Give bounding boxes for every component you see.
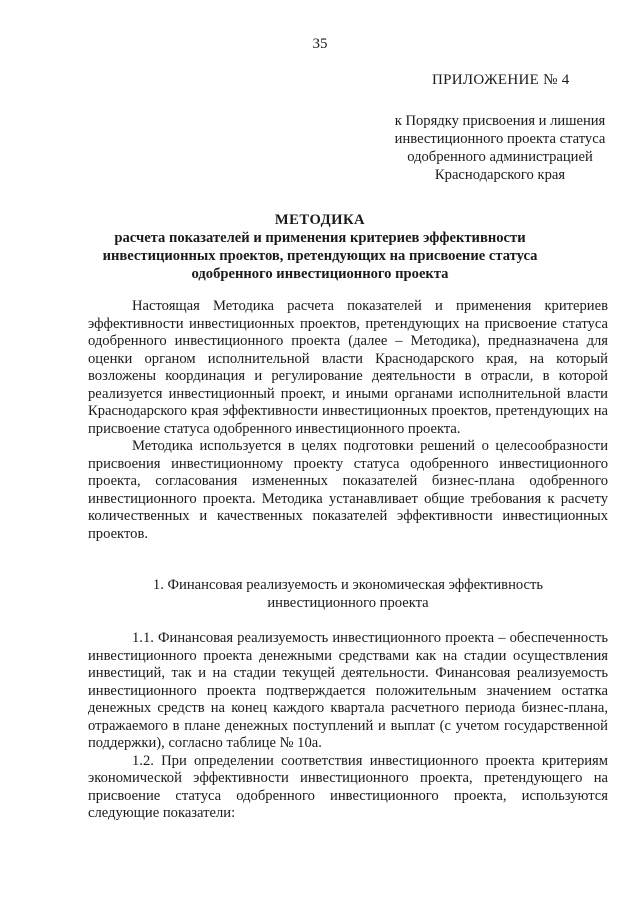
section-paragraph: 1.2. При определении соответствия инвестиционного проекта критериям экономической эффективности инвестиционного проекта, претендующего на присвоение статуса одобренного инвестиционного проекта, используются следующие показатели: <box>88 752 608 821</box>
intro-paragraph: Настоящая Методика расчета показателей и применения критериев эффективности инвестиционных проектов, претендующих на присвоение статуса одобренного инвестиционного проекта (далее – Методика), предназначена для оценки органом исполнительной власти Краснодарского края, на который возложены координация и регулирование деятельности в отрасли, в которой реализуется инвестиционный проект, и иными органами исполнительной власти Краснодарского края эффективности инвестиционных проектов, претендующих на присвоение статуса одобренного инвестиционного проекта. <box>88 298 608 437</box>
section-heading-line: 1. Финансовая реализуемость и экономическая эффективность <box>152 577 544 593</box>
appendix-subtitle-line: к Порядку присвоения и лишения <box>394 113 606 129</box>
section-1-text <box>88 630 608 823</box>
section-paragraph: 1.1. Финансовая реализуемость инвестиционного проекта – обеспеченность инвестиционного проекта денежными средствами как на стадии осуществления инвестиций, так и на стадии текущей деятельности. Финансовая реализуемость инвестиционного проекта подтверждается положительным значением остатка денежных средств на конец каждого квартала расчетного периода бизнес-плана, отражаемого в плане денежных поступлений и выплат (с учетом государственной поддержки), согласно таблице № 10а. <box>88 630 608 751</box>
appendix-subtitle-line: одобренного администрацией <box>407 149 593 165</box>
methodology-title: МЕТОДИКА <box>274 212 366 228</box>
appendix-title: ПРИЛОЖЕНИЕ № 4 <box>432 72 570 88</box>
appendix-subtitle <box>366 112 634 184</box>
methodology-subtitle-line: расчета показателей и применения критериев эффективности <box>114 230 526 246</box>
page-number: 35 <box>312 36 328 52</box>
appendix-subtitle-line: инвестиционного проекта статуса <box>394 131 606 147</box>
intro-text <box>88 298 608 543</box>
methodology-subtitle-line: одобренного инвестиционного проекта <box>191 266 449 282</box>
section-1-heading <box>88 576 608 612</box>
appendix-subtitle-line: Краснодарского края <box>434 167 566 183</box>
section-heading-line: инвестиционного проекта <box>267 595 429 611</box>
methodology-subtitle-line: инвестиционных проектов, претендующих на присвоение статуса <box>102 248 538 264</box>
methodology-title-block <box>60 211 580 283</box>
intro-paragraph: Методика используется в целях подготовки решений о целесообразности присвоения инвестиционному проекту статуса одобренного инвестиционного проекта, согласования измененных показателей бизнес-плана одобренного инвестиционного проекта. Методика устанавливает общие требования к расчету количественных и качественных показателей эффективности инвестиционных проектов. <box>88 438 608 542</box>
